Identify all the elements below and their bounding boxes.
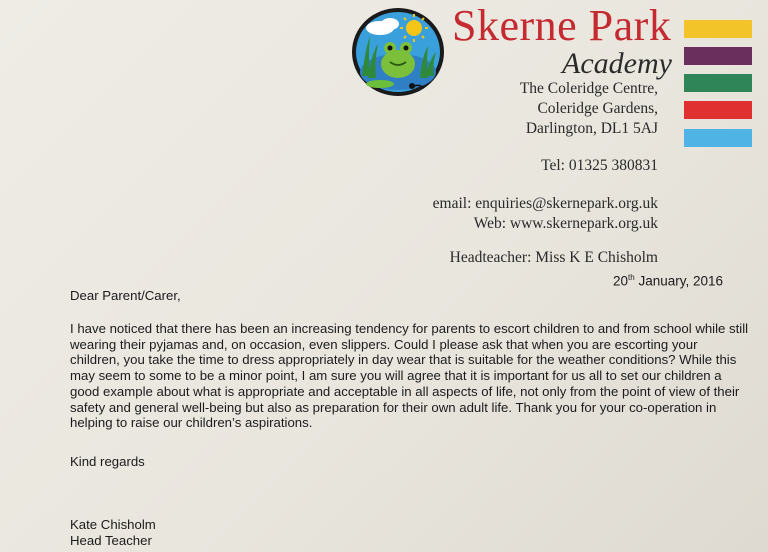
signatory-name: Kate Chisholm <box>70 517 156 532</box>
date-day: 20 <box>613 273 629 289</box>
greeting: Dear Parent/Carer, <box>70 288 181 303</box>
signatory-title: Head Teacher <box>70 533 152 548</box>
email-address: email: enquiries@skernepark.org.uk <box>432 195 658 212</box>
date-suffix: th <box>628 273 635 282</box>
letter-body: I have noticed that there has been an increasing tendency for parents to escort children to and from school while still wearing their pyjamas and, on occasion, even slippers. Could I please ask that when you are escorting your children, you take the time to dress appropriately in day wear that is suitable for the weather conditions? While this may seem to some to be a minor point, I am sure you will agree that it is important for us all to set our children a good example about what is appropriate and acceptable in all aspects of life, not only from the point of view of their safety and general well-being but also as preparation for their own adult life. Thank you for your co-operation in helping to raise our children’s aspirations. <box>70 321 749 431</box>
headteacher-line: Headteacher: Miss K E Chisholm <box>449 249 658 266</box>
website: Web: www.skernepark.org.uk <box>473 215 658 232</box>
stripe-green <box>684 74 752 92</box>
school-subtitle: Academy <box>562 47 672 80</box>
address-line-2: Coleridge Gardens, <box>537 100 658 117</box>
letter-date <box>613 273 723 289</box>
school-name: Skerne Park <box>452 1 672 50</box>
closing: Kind regards <box>70 454 145 469</box>
school-logo <box>350 6 446 98</box>
stripe-red <box>684 101 752 119</box>
stripe-yellow <box>684 20 752 38</box>
address-line-1: The Coleridge Centre, <box>519 80 658 97</box>
telephone: Tel: 01325 380831 <box>541 157 658 174</box>
stripe-purple <box>684 47 752 65</box>
address-line-3: Darlington, DL1 5AJ <box>525 120 658 137</box>
stripe-blue <box>684 129 752 147</box>
date-month-year: January, 2016 <box>634 273 724 289</box>
